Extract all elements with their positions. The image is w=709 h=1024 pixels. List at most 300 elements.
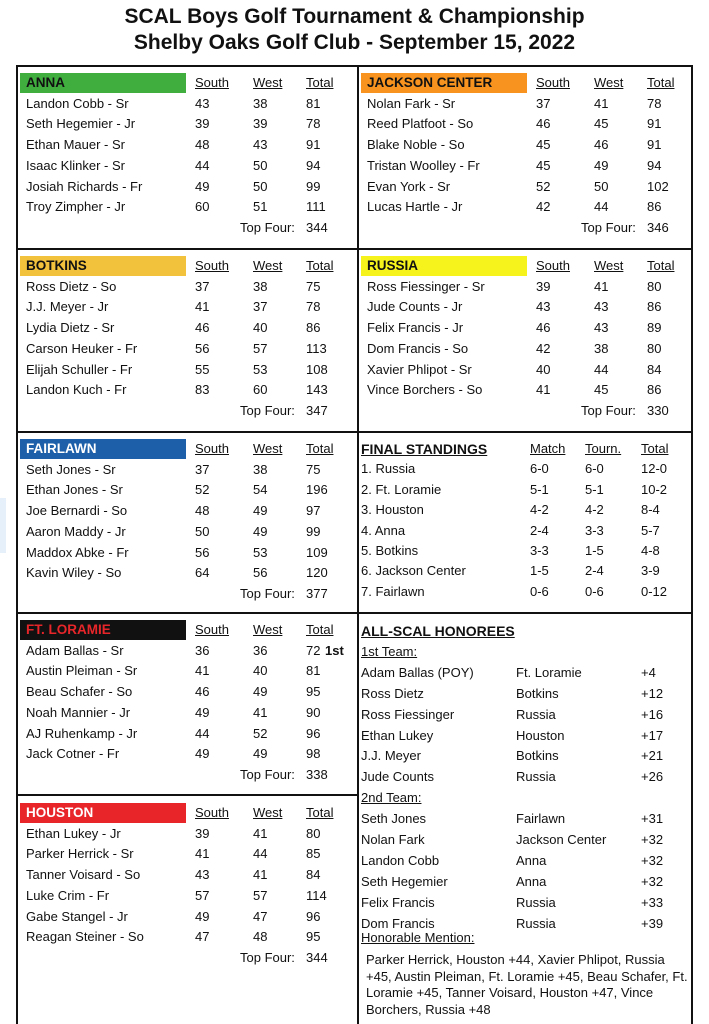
header-west: West xyxy=(253,258,283,273)
player-row xyxy=(20,907,350,927)
second-team-label: 2nd Team: xyxy=(361,790,422,806)
honoree-score: +4 xyxy=(641,664,656,680)
player-name: Tanner Voisard - So xyxy=(26,867,141,883)
player-name: Lucas Hartle - Jr xyxy=(367,199,463,215)
team-panel-jackson xyxy=(361,73,691,248)
south-score: 55 xyxy=(195,361,210,377)
header-total: Total xyxy=(306,622,334,637)
total-score: 80 xyxy=(306,825,321,841)
match-record: 6-0 xyxy=(530,461,549,477)
player-row xyxy=(361,135,691,155)
honoree-score: +32 xyxy=(641,852,664,868)
total-score: 97 xyxy=(306,503,321,519)
player-row xyxy=(20,135,350,155)
honoree-team: Fairlawn xyxy=(516,811,566,827)
honoree-score: +16 xyxy=(641,706,664,722)
column-headers xyxy=(20,256,350,276)
left-edge-highlight xyxy=(0,498,6,553)
honoree-name: J.J. Meyer xyxy=(361,748,421,764)
honoree-team: Houston xyxy=(516,727,565,743)
west-score: 38 xyxy=(594,340,609,356)
player-row xyxy=(361,177,691,197)
tourn-record: 2-4 xyxy=(585,563,604,579)
standing-team: 7. Fairlawn xyxy=(361,583,425,599)
south-score: 49 xyxy=(195,908,210,924)
header-south: South xyxy=(536,75,570,90)
top-four-label: Top Four: xyxy=(240,402,295,418)
south-score: 37 xyxy=(195,461,210,477)
top-four-label: Top Four: xyxy=(240,766,295,782)
west-score: 48 xyxy=(253,929,268,945)
honoree-name: Seth Jones xyxy=(361,811,427,827)
standings-row xyxy=(361,500,691,520)
player-row xyxy=(361,380,691,400)
match-record: 4-2 xyxy=(530,502,549,518)
honoree-team: Russia xyxy=(516,706,556,722)
total-score: 108 xyxy=(306,361,328,377)
header-total: Total xyxy=(641,441,669,456)
west-score: 44 xyxy=(594,361,609,377)
west-score: 45 xyxy=(594,382,609,398)
team-name-anna: ANNA xyxy=(20,73,186,93)
player-name: Parker Herrick - Sr xyxy=(26,846,134,862)
player-row xyxy=(361,318,691,338)
player-row xyxy=(20,927,350,947)
player-name: Landon Cobb - Sr xyxy=(26,95,129,111)
player-row xyxy=(361,277,691,297)
honoree-team: Russia xyxy=(516,915,556,931)
player-name: Beau Schafer - So xyxy=(26,684,133,700)
total-score: 99 xyxy=(306,178,321,194)
south-score: 60 xyxy=(195,199,210,215)
header-south: South xyxy=(195,622,229,637)
total-score: 91 xyxy=(647,116,662,132)
south-score: 48 xyxy=(195,503,210,519)
honoree-name: Nolan Fark xyxy=(361,832,425,847)
page-subtitle: Shelby Oaks Golf Club - September 15, 2022 xyxy=(133,31,576,54)
south-score: 48 xyxy=(195,137,210,153)
west-score: 50 xyxy=(594,178,609,194)
header-total: Total xyxy=(306,258,334,273)
top-four-total: 344 xyxy=(306,949,328,965)
player-name: Elijah Schuller - Fr xyxy=(26,361,133,377)
standings-heading: FINAL STANDINGS xyxy=(361,441,488,457)
player-row xyxy=(20,156,350,176)
total-record: 12-0 xyxy=(641,461,668,477)
south-score: 39 xyxy=(195,116,210,132)
divider xyxy=(16,431,693,433)
team-panel-botkins xyxy=(20,256,350,431)
west-score: 50 xyxy=(253,157,268,173)
top-four-total: 346 xyxy=(647,219,669,235)
west-score: 52 xyxy=(253,725,268,741)
total-score: 86 xyxy=(647,382,662,398)
west-score: 49 xyxy=(253,503,268,519)
west-score: 50 xyxy=(253,178,268,194)
tourn-record: 1-5 xyxy=(585,543,604,558)
honoree-score: +17 xyxy=(641,727,664,743)
honoree-score: +32 xyxy=(641,832,664,847)
west-score: 38 xyxy=(253,461,268,477)
team-name-fairlawn: FAIRLAWN xyxy=(20,439,186,459)
header-south: South xyxy=(195,441,229,456)
player-row xyxy=(361,360,691,380)
final-standings xyxy=(361,439,691,609)
player-row xyxy=(20,177,350,197)
honoree-score: +31 xyxy=(641,811,664,827)
south-score: 52 xyxy=(195,482,210,498)
total-record: 10-2 xyxy=(641,481,668,497)
standing-team: 6. Jackson Center xyxy=(361,563,466,579)
header-total: Total xyxy=(306,441,334,456)
total-score: 111 xyxy=(306,199,326,215)
total-score: 80 xyxy=(647,340,662,356)
standings-header xyxy=(361,439,691,459)
total-score: 89 xyxy=(647,320,662,336)
west-score: 49 xyxy=(253,684,268,700)
west-score: 36 xyxy=(253,642,268,658)
total-score: 75 xyxy=(306,278,321,294)
player-row xyxy=(20,886,350,906)
top-four-row xyxy=(20,765,350,785)
total-score: 96 xyxy=(306,725,321,741)
west-score: 47 xyxy=(253,908,268,924)
honoree-row xyxy=(361,872,691,892)
total-score: 81 xyxy=(306,663,321,679)
player-name: Seth Hegemier - Jr xyxy=(26,116,136,132)
honoree-name: Ethan Lukey xyxy=(361,727,434,743)
team-name-jackson: JACKSON CENTER xyxy=(361,73,527,93)
total-score: 84 xyxy=(306,867,321,883)
honoree-row xyxy=(361,851,691,871)
player-row xyxy=(361,297,691,317)
west-score: 57 xyxy=(253,340,268,356)
header-south: South xyxy=(195,805,229,820)
player-name: Nolan Fark - Sr xyxy=(367,95,456,111)
player-name: Blake Noble - So xyxy=(367,137,465,153)
standings-row xyxy=(361,582,691,602)
honoree-row xyxy=(361,705,691,725)
player-row xyxy=(20,197,350,217)
honorable-mention-text: Parker Herrick, Houston +44, Xavier Phlipot, Russia +45, Austin Pleiman, Ft. Loramie +45, Beau Schafer, Ft. Loramie +45, Tanner Voisard, Houston +47, Vince Borchers, Russia +48 xyxy=(366,952,688,1017)
player-name: Felix Francis - Jr xyxy=(367,320,464,336)
header-south: South xyxy=(536,258,570,273)
player-row xyxy=(20,682,350,702)
total-score: 85 xyxy=(306,846,321,862)
honorable-mention-label: Honorable Mention: xyxy=(361,929,475,945)
player-name: Kavin Wiley - So xyxy=(26,565,122,581)
honoree-row xyxy=(361,767,691,787)
player-name: Luke Crim - Fr xyxy=(26,887,110,903)
column-headers xyxy=(361,73,691,93)
west-score: 51 xyxy=(253,199,268,215)
west-score: 41 xyxy=(253,867,268,883)
south-score: 46 xyxy=(195,320,210,336)
player-name: AJ Ruhenkamp - Jr xyxy=(26,725,138,741)
south-score: 41 xyxy=(195,846,210,862)
total-score: 196 xyxy=(306,482,328,498)
player-row xyxy=(20,522,350,542)
player-name: Ethan Lukey - Jr xyxy=(26,825,121,841)
player-row xyxy=(20,744,350,764)
west-score: 41 xyxy=(253,825,268,841)
south-score: 42 xyxy=(536,199,551,215)
standing-team: 5. Botkins xyxy=(361,543,419,558)
top-four-total: 330 xyxy=(647,402,669,418)
player-name: Reagan Steiner - So xyxy=(26,929,144,945)
honoree-team: Anna xyxy=(516,873,547,889)
honorees-heading: ALL-SCAL HONOREES xyxy=(361,623,515,639)
column-headers xyxy=(20,620,350,640)
standing-team: 1. Russia xyxy=(361,461,416,477)
south-score: 46 xyxy=(536,320,551,336)
south-score: 49 xyxy=(195,746,210,762)
column-headers xyxy=(361,256,691,276)
player-row xyxy=(20,844,350,864)
top-four-label: Top Four: xyxy=(240,219,295,235)
player-row xyxy=(20,480,350,500)
total-score: 114 xyxy=(306,887,327,903)
tourn-record: 4-2 xyxy=(585,502,604,518)
west-score: 43 xyxy=(253,137,268,153)
total-score: 120 xyxy=(306,565,328,581)
honoree-team: Jackson Center xyxy=(516,832,607,847)
west-score: 45 xyxy=(594,116,609,132)
south-score: 37 xyxy=(536,95,551,111)
player-row xyxy=(361,339,691,359)
standing-team: 2. Ft. Loramie xyxy=(361,481,442,497)
south-score: 52 xyxy=(536,178,551,194)
player-row xyxy=(20,114,350,134)
west-score: 41 xyxy=(594,278,609,294)
total-score: 94 xyxy=(306,157,321,173)
standing-team: 4. Anna xyxy=(361,522,406,538)
tourn-record: 0-6 xyxy=(585,583,604,599)
total-score: 91 xyxy=(306,137,321,153)
total-score: 81 xyxy=(306,95,321,111)
match-record: 0-6 xyxy=(530,583,549,599)
total-score: 109 xyxy=(306,544,328,560)
player-name: Dom Francis - So xyxy=(367,340,469,356)
all-scal-honorees xyxy=(361,621,691,951)
column-headers xyxy=(20,803,350,823)
honoree-team: Ft. Loramie xyxy=(516,664,582,680)
standings-row xyxy=(361,459,691,479)
player-row xyxy=(20,543,350,563)
west-score: 41 xyxy=(594,95,609,111)
total-record: 8-4 xyxy=(641,502,660,518)
south-score: 39 xyxy=(536,278,551,294)
player-row xyxy=(20,277,350,297)
south-score: 47 xyxy=(195,929,210,945)
player-name: Gabe Stangel - Jr xyxy=(26,908,128,924)
total-score: 91 xyxy=(647,137,662,153)
top-four-label: Top Four: xyxy=(240,949,295,965)
honoree-row xyxy=(361,746,691,766)
team-panel-fairlawn xyxy=(20,439,350,614)
honoree-row xyxy=(361,809,691,829)
west-score: 53 xyxy=(253,544,268,560)
column-headers xyxy=(20,439,350,459)
standings-row xyxy=(361,561,691,581)
player-name: Aaron Maddy - Jr xyxy=(26,523,126,539)
honoree-team: Botkins xyxy=(516,748,559,764)
header-south: South xyxy=(195,258,229,273)
player-row xyxy=(20,824,350,844)
header-total: Total xyxy=(647,75,675,90)
total-score: 72 xyxy=(306,642,321,658)
south-score: 64 xyxy=(195,565,210,581)
honoree-name: Felix Francis xyxy=(361,894,435,910)
total-score: 78 xyxy=(647,95,662,111)
west-score: 40 xyxy=(253,320,268,336)
player-name: J.J. Meyer - Jr xyxy=(26,299,109,315)
honoree-row xyxy=(361,726,691,746)
player-row xyxy=(20,501,350,521)
match-record: 1-5 xyxy=(530,563,549,579)
player-row xyxy=(20,724,350,744)
player-name: Reed Platfoot - So xyxy=(367,116,474,132)
total-score: 80 xyxy=(647,278,662,294)
header-west: West xyxy=(253,75,283,90)
player-name: Ross Dietz - So xyxy=(26,278,117,294)
west-score: 39 xyxy=(253,116,268,132)
tourn-record: 6-0 xyxy=(585,461,604,477)
player-name: Jack Cotner - Fr xyxy=(26,746,120,762)
honoree-name: Adam Ballas (POY) xyxy=(361,664,474,680)
header-total: Total xyxy=(647,258,675,273)
player-row xyxy=(20,339,350,359)
player-row xyxy=(361,197,691,217)
player-name: Vince Borchers - So xyxy=(367,382,483,398)
south-score: 43 xyxy=(536,299,551,315)
player-name: Xavier Phlipot - Sr xyxy=(367,361,472,377)
player-row xyxy=(20,318,350,338)
south-score: 41 xyxy=(195,299,210,315)
total-score: 90 xyxy=(306,704,321,720)
center-divider xyxy=(357,65,359,1024)
honoree-row xyxy=(361,663,691,683)
player-row xyxy=(20,703,350,723)
south-score: 83 xyxy=(195,382,210,398)
south-score: 45 xyxy=(536,157,551,173)
divider xyxy=(16,248,693,250)
top-four-row xyxy=(20,218,350,238)
honoree-score: +32 xyxy=(641,873,664,889)
tourn-record: 3-3 xyxy=(585,522,604,538)
top-four-row xyxy=(361,218,691,238)
player-name: Jude Counts - Jr xyxy=(367,299,463,315)
team-panel-houston xyxy=(20,803,350,978)
total-score: 98 xyxy=(306,746,321,762)
south-score: 56 xyxy=(195,340,210,356)
south-score: 46 xyxy=(536,116,551,132)
top-four-row xyxy=(361,401,691,421)
west-score: 41 xyxy=(253,704,268,720)
player-name: Noah Mannier - Jr xyxy=(26,704,131,720)
player-row xyxy=(20,360,350,380)
team-name-ftloramie: FT. LORAMIE xyxy=(20,620,186,640)
total-score: 78 xyxy=(306,299,321,315)
medalist-badge: 1st xyxy=(325,642,344,658)
south-score: 36 xyxy=(195,642,210,658)
total-score: 78 xyxy=(306,116,321,132)
south-score: 46 xyxy=(195,684,210,700)
west-score: 44 xyxy=(594,199,609,215)
south-score: 40 xyxy=(536,361,551,377)
player-name: Adam Ballas - Sr xyxy=(26,642,124,658)
player-row xyxy=(20,865,350,885)
standings-row xyxy=(361,521,691,541)
player-name: Austin Pleiman - Sr xyxy=(26,663,138,679)
honoree-team: Botkins xyxy=(516,685,559,701)
west-score: 54 xyxy=(253,482,268,498)
player-name: Seth Jones - Sr xyxy=(26,461,116,477)
honoree-team: Russia xyxy=(516,769,556,785)
total-score: 86 xyxy=(647,299,662,315)
player-row xyxy=(20,297,350,317)
total-score: 75 xyxy=(306,461,321,477)
match-record: 5-1 xyxy=(530,481,549,497)
standings-row xyxy=(361,541,691,561)
west-score: 57 xyxy=(253,887,268,903)
south-score: 45 xyxy=(536,137,551,153)
player-name: Joe Bernardi - So xyxy=(26,503,128,519)
header-west: West xyxy=(253,622,283,637)
top-four-label: Top Four: xyxy=(240,585,295,601)
team-name-botkins: BOTKINS xyxy=(20,256,186,276)
team-name-houston: HOUSTON xyxy=(20,803,186,823)
south-score: 44 xyxy=(195,157,210,173)
south-score: 57 xyxy=(195,887,210,903)
player-row xyxy=(361,156,691,176)
header-tourn: Tourn. xyxy=(585,441,622,456)
south-score: 39 xyxy=(195,825,210,841)
header-west: West xyxy=(253,441,283,456)
player-name: Evan York - Sr xyxy=(367,178,451,194)
top-four-label: Top Four: xyxy=(581,219,636,235)
player-row xyxy=(20,641,350,661)
west-score: 38 xyxy=(253,95,268,111)
south-score: 43 xyxy=(195,867,210,883)
player-name: Josiah Richards - Fr xyxy=(26,178,143,194)
west-score: 56 xyxy=(253,565,268,581)
player-name: Landon Kuch - Fr xyxy=(26,382,127,398)
header-west: West xyxy=(253,805,283,820)
total-score: 94 xyxy=(647,157,662,173)
south-score: 49 xyxy=(195,178,210,194)
total-score: 143 xyxy=(306,382,328,398)
player-name: Ethan Jones - Sr xyxy=(26,482,123,498)
honoree-score: +33 xyxy=(641,894,664,910)
team-panel-ftloramie xyxy=(20,620,350,795)
total-score: 86 xyxy=(647,199,662,215)
header-total: Total xyxy=(306,75,334,90)
west-score: 43 xyxy=(594,320,609,336)
south-score: 50 xyxy=(195,523,210,539)
west-score: 46 xyxy=(594,137,609,153)
west-score: 37 xyxy=(253,299,268,315)
honoree-name: Dom Francis xyxy=(361,915,435,931)
west-score: 49 xyxy=(253,523,268,539)
honoree-name: Landon Cobb xyxy=(361,852,440,868)
player-name: Troy Zimpher - Jr xyxy=(26,199,126,215)
west-score: 60 xyxy=(253,382,268,398)
match-record: 2-4 xyxy=(530,522,549,538)
player-row xyxy=(20,94,350,114)
honoree-score: +12 xyxy=(641,685,664,701)
south-score: 49 xyxy=(195,704,210,720)
